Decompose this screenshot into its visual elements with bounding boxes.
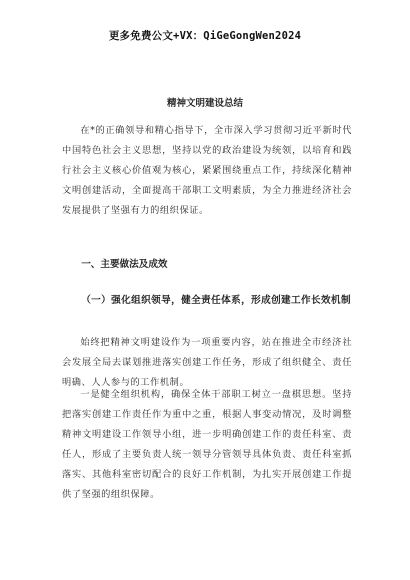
section-heading: 一、主要做法及成效	[81, 259, 168, 270]
promo-header: 更多免费公文+VX：QiGeGongWen2024	[108, 30, 302, 42]
body-paragraph-2: 一是健全组织机构，确保全体干部职工树立一盘棋思想。坚持把落实创建工作责任作为重中之重，根据人事变动情况，及时调整精神文明建设工作领导小组，进一步明确创建工作的责任科室、责任人，形成了主要负责人统一领导分管领导具体负责、责任科室抓落实、其他科室密切配合的良好工作机制，为扎实开展创建工作提供了坚强的组织保障。	[62, 389, 352, 500]
subsection-heading: （一）强化组织领导，健全责任体系，形成创建工作长效机制	[81, 295, 352, 306]
body-paragraph-1: 始终把精神文明建设作为一项重要内容，站在推进全市经济社会发展全局去谋划推进落实创建工作任务，形成了组织健全、责任明确、人人参与的工作机制。	[62, 337, 352, 388]
intro-paragraph: 在*的正确领导和精心指导下，全市深入学习贯彻习近平新时代中国特色社会主义思想，坚持以党的政治建设为统领，以培育和践行社会主义核心价值观为核心，紧紧围绕重点工作，持续深化精神文明创建活动，全面提高干部职工文明素质，为全力推进经济社会发展提供了坚强有力的组织保证。	[62, 125, 352, 216]
document-title: 精神文明建设总结	[166, 98, 243, 109]
